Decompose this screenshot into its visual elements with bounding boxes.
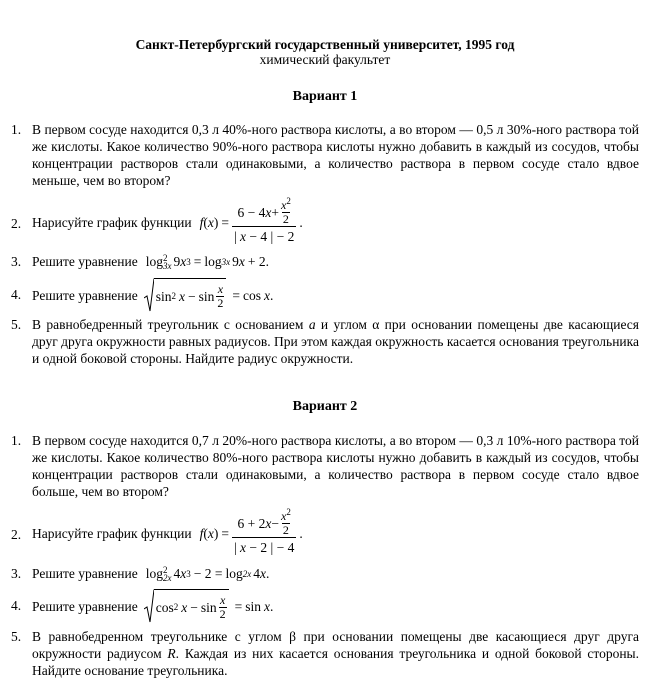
var-r: R: [167, 646, 176, 661]
function-fraction: 6 + 2 x − $\frac{x^2}{2}$ | x − 2 | − 4: [233, 507, 295, 555]
func-arg: x: [207, 214, 214, 230]
problem-number: 4.: [11, 287, 22, 302]
problem-number: 5.: [11, 317, 22, 332]
v1-problem-1: [11, 121, 639, 189]
problem-number: 4.: [11, 598, 22, 613]
v2-problem-4: 4. Решите уравнение cos 2 x − sin x 2 = sin x .: [32, 588, 639, 624]
func-arg: x: [207, 525, 214, 541]
problem-number: 2.: [11, 527, 22, 542]
square-root: cos 2 x − sin x 2: [144, 589, 229, 623]
period: .: [299, 214, 303, 230]
v2-problem-5: 5. В равнобедренном треугольнике с углом β при основании помещены две касающиеся друг друга окружности радиусом R. Каждая из них касается основания треугольника и одной боковой стороны. Найдите основание треугольника.: [11, 629, 640, 678]
problem-text: Решите уравнение: [32, 287, 138, 303]
function-fraction: [232, 196, 296, 245]
numerator-op: +: [271, 205, 279, 220]
var-alpha: α: [372, 317, 380, 332]
log-arg: 9: [173, 254, 181, 269]
half-x-squared: $\frac{x^2}{2}$: [281, 196, 291, 226]
equals: =: [193, 254, 202, 269]
var-beta: β: [289, 629, 297, 644]
problem-text: Решите уравнение: [32, 566, 138, 581]
func-name: f: [199, 214, 204, 230]
log-fn: log: [145, 254, 163, 269]
equals: =: [221, 214, 229, 230]
denominator-rest: − 4 | − 2: [246, 229, 295, 244]
problem-text: Решите уравнение: [32, 254, 138, 269]
problem-number: 3.: [11, 566, 22, 581]
variant-2-title: Вариант 2: [292, 399, 358, 414]
problem-text: Решите уравнение: [32, 598, 138, 614]
numerator-part: 6 − 4: [237, 205, 266, 220]
square-root: sin 2 x − sin x 2: [144, 278, 227, 312]
equals: =: [232, 287, 241, 303]
problem-text: Нарисуйте график функции: [32, 214, 192, 230]
v1-problem-2: 2. Нарисуйте график функции f ( x ) = 6 − 4 x + $\frac{x^2}{2}$ | x − 4 | − 2 .: [11, 196, 303, 244]
v1-problem-5: 5. В равнобедренный треугольник с основанием a и углом α при основании помещены две касающиеся друг друга окружности равных радиусов. При этом каждая окружность касается основания треугольника и одной боковой стороны. Найдите радиус окружности.: [11, 317, 639, 366]
v2-problem-2: 2. Нарисуйте график функции f ( x ) = 6 + 2 x − $\frac{x^2}{2}$ | x − 2 | − 4 .: [11, 507, 303, 555]
v1-problem-4: 4. Решите уравнение sin 2 x − sin x 2 = cos x .: [32, 277, 639, 313]
denominator-var: x: [240, 229, 247, 244]
v1-problem-3: 3. Решите уравнение log 2 3x 9 x 3 = log 3x 9 x + 2 .: [11, 252, 270, 271]
problem-text: В первом сосуде находится 0,3 л 40%-ного раствора кислоты, а во втором — 0,5 л 30%-ного раствора той же кислоты. Какое количество 90%-ного раствора кислоты нужно добавить в каждый из сосудов, чтобы концентрации растворов стали одинаковыми, а количество раствора в первом сосуде стало вдвое меньше, чем во втором?: [32, 122, 639, 188]
variant-1-title: Вариант 1: [292, 89, 358, 104]
var-a: a: [308, 317, 316, 332]
problem-text: В первом сосуде находится 0,7 л 20%-ного раствора кислоты, а во втором — 0,3 л 10%-ного раствора той же кислоты. Какое количество 80%-ного раствора кислоты нужно добавить в каждый из сосудов, чтобы концентрации растворов стали одинаковыми, а количество раствора в первом сосуде стало вдвое больше, чем во втором?: [32, 433, 639, 499]
problem-text: В равнобедренный треугольник с основанием: [32, 317, 309, 332]
numerator-var: x: [265, 205, 272, 220]
v2-problem-3: 3. Решите уравнение log 2 2x 4 x 3 − 2 = log 2x 4 x .: [11, 564, 270, 583]
problem-text: Нарисуйте график функции: [32, 525, 192, 541]
problem-text: В равнобедренном треугольнике с углом: [32, 629, 290, 644]
problem-number: 2.: [11, 216, 22, 231]
func-name: f: [199, 525, 204, 541]
faculty-subtitle: химический факультет: [259, 52, 391, 67]
problem-number: 1.: [11, 122, 22, 137]
problem-number: 3.: [11, 254, 22, 269]
denominator-part: |: [233, 229, 241, 244]
half-x-squared: $\frac{x^2}{2}$: [281, 507, 291, 537]
v2-problem-1: [11, 432, 639, 500]
problem-number: 1.: [11, 433, 22, 448]
university-title: Санкт-Петербургский государственный университет, 1995 год: [135, 37, 515, 52]
log-fn: log: [204, 254, 222, 269]
problem-number: 5.: [11, 629, 22, 644]
equals: =: [221, 525, 229, 541]
log-fn: log: [145, 566, 163, 581]
